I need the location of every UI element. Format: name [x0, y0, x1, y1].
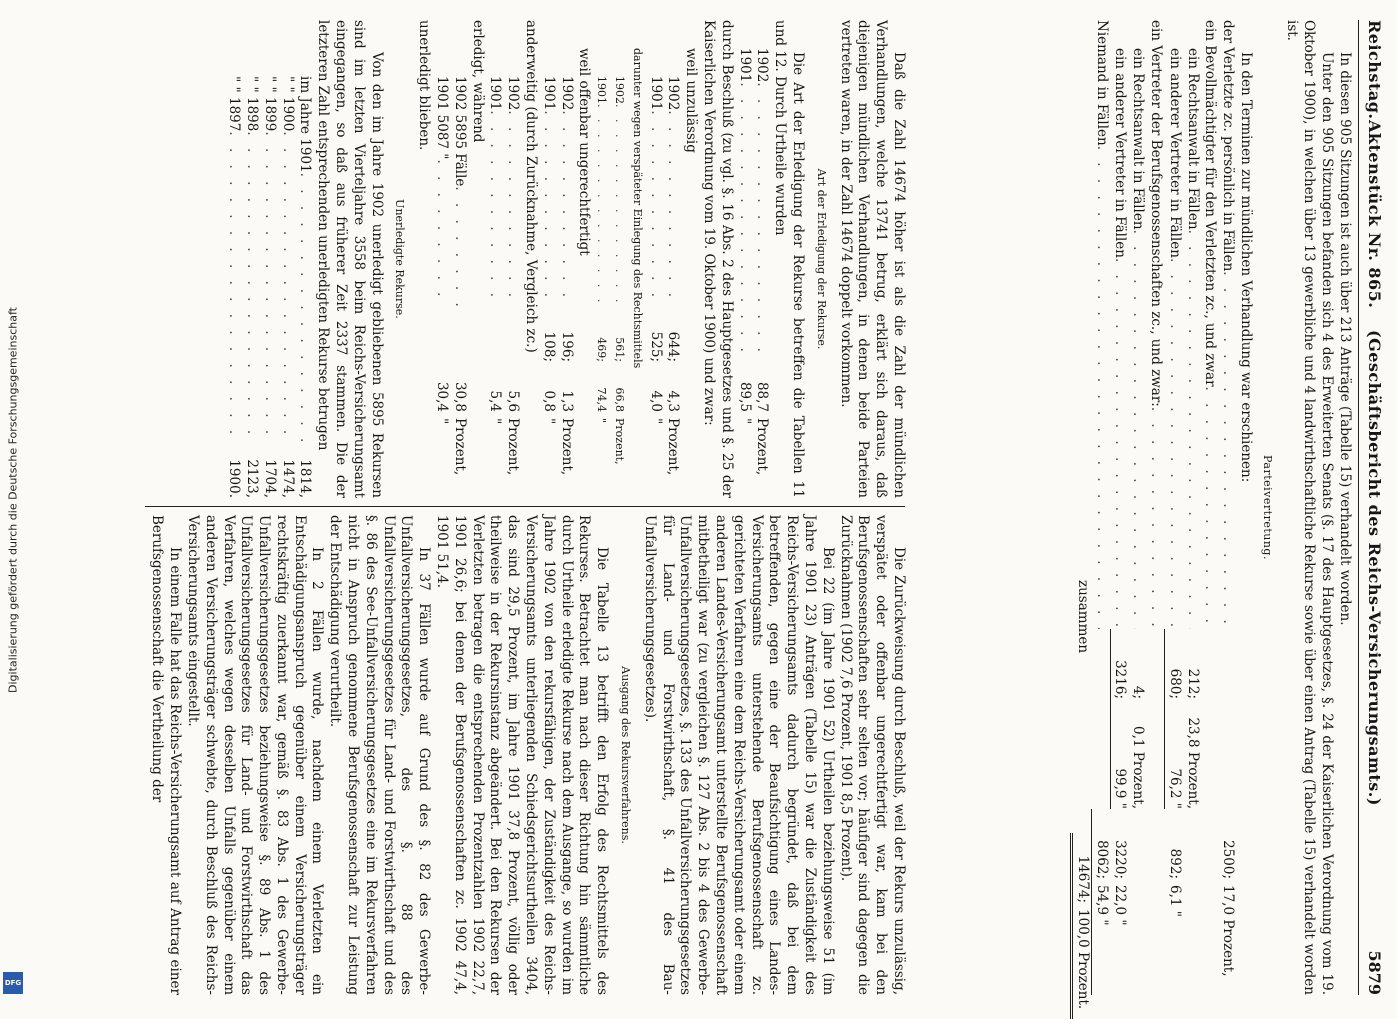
right-p6: In einem Falle hat das Reichs-Versicherungsamt auf Antrag einer Berufsgenossenschaft die Vertheilung der [149, 515, 184, 995]
label-anderweitig: anderweitig (durch Zurücknahme, Vergleich zc.) [523, 20, 540, 353]
stat-row: 1902 5895 Fälle . . . 30,8 Prozent, [450, 20, 468, 498]
stat-row: 1902 . . . 5,6 Prozent, [503, 20, 521, 498]
stat-row: 1901 . . . 108; 0,8 " [539, 20, 557, 498]
table-row: ein anderer Vertreter in Fällen . . . 680; 76,2 " 892; 6,1 " [1164, 20, 1183, 995]
right-p3: Die Tabelle 13 betrifft den Erfolg des Rechtsmittels des Rekurses. Betrachtet man nach dieser Richtung hin sämmtliche durch Urtheile erledigte Rekurse nach dem Ausgange, so wurden im Jahre 1902 von den rekursfähigen, der Zuständigkeit des Reichs-Versicherungsamts unterliegenden Schiedsgerichtsurtheilen 3404, das sind 29,5 Prozent, im Jahre 1901 37,8 Prozent, völlig oder theilweise in der Rekursinstanz abgeändert. Bei den Rekursen der Verletzten betragen die entsprechenden Prozentzahlen 1902 22,7, 1901 26,6; bei denen der Berufsgenossenschaften zc. 1902 47,4, 1901 51,4. [434, 515, 611, 995]
table-row: ein anderer Vertreter in Fällen . . . 3216; 99,9 " 3220; 22,0 " [1110, 20, 1129, 995]
table-row: der Verletzte zc. persönlich in Fällen . . . 2500; 17,0 Prozent, [1218, 20, 1236, 995]
label-darunter: darunter wegen verspäteter Einlegung des Rechtsmittels [630, 48, 644, 369]
right-p2: Bei 22 (im Jahre 1901 52) Urtheilen beziehungsweise 51 (im Jahre 1901 23) Anträgen (Tabelle 15) war die Zuständigkeit des Reichs-Versicherungsamts dadurch begründet, daß bei dem betreffenden, gegen eine der Beaufsichtigung eines Landes-Versicherungsamts unterstehende Berufsgenossenschaft zc. gerichteten Verfahren eine dem Reichs-Versicherungsamt oder einem anderen Landes-Versicherungsamt unterstellte Berufsgenossenschaft mitbetheiligt war (zu vergleichen §. 127 Abs. 2 bis 4 des Gewerbe-Unfallversicherungsgesetzes, §. 133 des Unfallversicherungsgesetzes für Land- und Forstwirthschaft, §. 41 des Bau-Unfallversicherungsgesetzes). [641, 515, 836, 995]
page-number: 5879 [1365, 950, 1384, 995]
table-row: ein Rechtsanwalt in Fällen . . . 4; 0,1 Prozent, [1128, 20, 1146, 995]
stat-row: 1901 5087 " . . . 30,4 " [432, 20, 450, 498]
intro-section [1070, 20, 1353, 1010]
intro-p1: In diesen 905 Sitzungen ist auch über 213 Anträge (Tabelle 15) verhandelt worden. [1337, 52, 1353, 626]
left-p1: Daß die Zahl 14674 höher ist als die Zahl der mündlichen Verhandlungen, welche 13741 betrug, erklärt sich daraus, daß diejenigen mündlichen Verhandlungen, in denen beide Parteien vertreten waren, in der Zahl 14674 doppelt vorkommen. [837, 20, 907, 498]
right-p1: Die Zurückweisung durch Beschluß, weil der Rekurs unzulässig, verspätet oder offenbar ungerechtfertigt war, kam bei den Berufsgenossenschaften sehr selten vor; häufiger sind dagegen die Zurücknahmen (1902 7,6 Prozent, 1901 8,5 Prozent). [837, 515, 907, 995]
header-aktenstueck: Aktenstück Nr. 865. [1365, 120, 1384, 309]
left-column [225, 20, 907, 498]
representation-table [1070, 20, 1237, 1010]
stat-row: 1902 . . . 196; 1,3 Prozent, [557, 20, 575, 498]
stat-row: 1901 . . . 5,4 " [486, 20, 504, 498]
right-p4: In 37 Fällen wurde auf Grund des §. 82 des Gewerbe-Unfallversicherungsgesetzes, des §. 88 des Unfallversicherungsgesetzes für Land- und Forstwirthschaft und des §. 86 des See-Unfallversicherungsgesetzes eine im Rekursverfahren nicht in Anspruch genommene Berufsgenossenschaft zur Leistung der Entschädigung verurtheilt. [327, 515, 433, 995]
dfg-logo-icon: DFG [3, 972, 23, 994]
column-divider [145, 506, 905, 507]
header-reichstag: Reichstag. [1365, 20, 1384, 120]
year-row: " " 1900 . . . 1474, [278, 20, 296, 498]
intro-p2: Unter den 905 Sitzungen befanden sich 4 des Erweiterten Senats (§. 17 des Hauptgesetzes, §. 24 der Kaiserlichen Verordnung vom 19. Oktober 1900), in welchen über 13 gewerbliche und 4 landwirthschaftliche Rekurse sowie über einen Antrag (Tabelle 15) verhandelt worden ist. [1283, 20, 1336, 995]
stat-row: 1901 . . . 525; 4,0 " [646, 20, 664, 498]
label-offenbar: weil offenbar ungerechtfertigt [576, 48, 593, 256]
stat-row: 1901 . . . 469; 74,4 " [592, 20, 610, 498]
intro-p3: In den Terminen zur mündlichen Verhandlung war erschienen: [1238, 52, 1255, 483]
table-row: ein Rechtsanwalt in Fällen . . . 212; 23,8 Prozent, [1183, 20, 1201, 995]
heading-ausgang: Ausgang des Rekursverfahrens. [619, 666, 633, 844]
year-row: " " 1898 . . . 2123, [242, 20, 260, 498]
stat-row: 1902 . . . 88,7 Prozent, [753, 20, 771, 498]
year-row: " " 1899 . . . 1704, [260, 20, 278, 498]
page-header [1358, 20, 1387, 995]
header-title: (Geschäftsbericht des Reichs-Versicherungsamts.) [1365, 330, 1384, 806]
label-unerledigt: unerledigt blieben. [416, 20, 433, 151]
label-erledigt: erledigt, während [469, 20, 486, 143]
left-p3: durch Beschluß (zu vgl. §. 16 Abs. 2 des Hauptgesetzes und §. 25 der Kaiserlichen Verordnung vom 19. Oktober 1900) und zwar: [701, 20, 735, 498]
table-row: ein Vertreter der Berufsgenossenschaften zc., und zwar: . . . [1146, 20, 1164, 995]
right-p5: In 2 Fällen wurde, nachdem einem Verletzten ein Entschädigungsanspruch gegenüber einem Versicherungsträger rechtskräftig zuerkannt war, gemäß §. 83 Abs. 1 des Gewerbe-Unfallversicherungsgesetzes beziehungsweise §. 89 Abs. 1 des Unfallversicherungsgesetzes für Land- und Forstwirthschaft das Verfahren, welches wegen desselben Unfalls gegenüber einem anderen Versicherungsträger schwebte, durch Beschluß des Reichs-Versicherungsamts eingestellt. [184, 515, 326, 995]
label-unzulaessig: weil unzulässig [683, 48, 700, 153]
heading-art-erledigung: Art der Erledigung der Rekurse. [814, 168, 828, 350]
document-page [127, 10, 1397, 1010]
right-column [148, 515, 907, 995]
digitization-credit [0, 0, 26, 1000]
year-row: " " 1897 . . . 1900. [225, 20, 243, 498]
stat-row: 1902 . . . 644; 4,3 Prozent, [664, 20, 682, 498]
table-row-total: zusammen 14674; 100,0 Prozent. [1070, 20, 1091, 995]
year-row: im Jahre 1901 . . . 1814, [296, 20, 314, 498]
table-row: ein Bevollmächtigter für den Verletzten zc., und zwar . . . [1201, 20, 1219, 995]
left-p4: Von den im Jahre 1902 unerledigt gebliebenen 5895 Rekursen sind im letzten Vierteljahre 3558 beim Reichs-Versicherungsamt eingegangen, so daß aus früherer Zeit 2337 stammen. Die der letzteren Zahl entsprechenden unerledigten Rekurse betrugen [315, 20, 385, 498]
stat-row: 1901 . . . 89,5 " [735, 20, 753, 498]
stat-row: 1902 . . . 561; 66,8 Prozent, [610, 20, 628, 498]
table-row: Niemand in Fällen . . . 8062; 54,9 " [1091, 20, 1110, 995]
heading-unerledigte-rekurse: Unerledigte Rekurse. [393, 199, 407, 319]
heading-parteivertretung: Parteivertretung. [1260, 455, 1274, 560]
left-p2: Die Art der Erledigung der Rekurse betreffen die Tabellen 11 und 12. Durch Urtheile wurden [772, 20, 807, 498]
credit-text: Digitalisierung gefördert durch die Deutsche Forschungsgemeinschaft [6, 307, 20, 693]
